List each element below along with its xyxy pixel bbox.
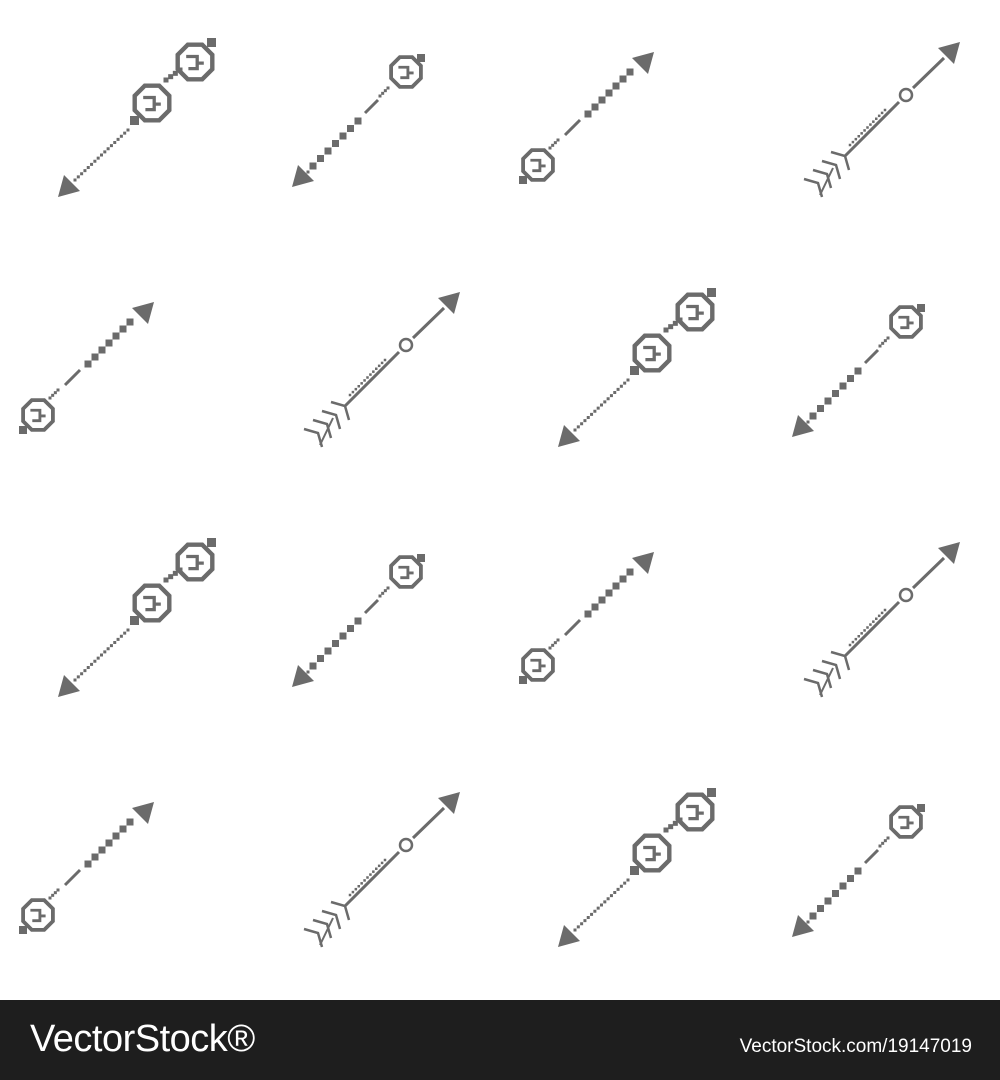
feathered-arrow-icon (804, 42, 960, 197)
knot-arrow-icon (292, 54, 425, 187)
feathered-arrow-icon (804, 542, 960, 697)
knot-up-arrow-icon (519, 552, 654, 684)
image-id-label: VectorStock.com/19147019 (739, 1036, 972, 1057)
feathered-arrow-icon (304, 792, 460, 947)
knot-up-arrow-icon (19, 302, 154, 434)
watermark-footer (0, 1000, 1000, 1080)
knot-arrow-icon (792, 804, 925, 937)
knot-up-arrow-icon (19, 802, 154, 934)
double-knot-arrow-icon (58, 538, 216, 697)
double-knot-arrow-icon (558, 288, 716, 447)
double-knot-arrow-icon (58, 38, 216, 197)
knot-arrow-icon (292, 554, 425, 687)
knot-up-arrow-icon (519, 52, 654, 184)
double-knot-arrow-icon (558, 788, 716, 947)
brand-logo-text: VectorStock® (30, 1018, 255, 1060)
knot-arrow-icon (792, 304, 925, 437)
feathered-arrow-icon (304, 292, 460, 447)
